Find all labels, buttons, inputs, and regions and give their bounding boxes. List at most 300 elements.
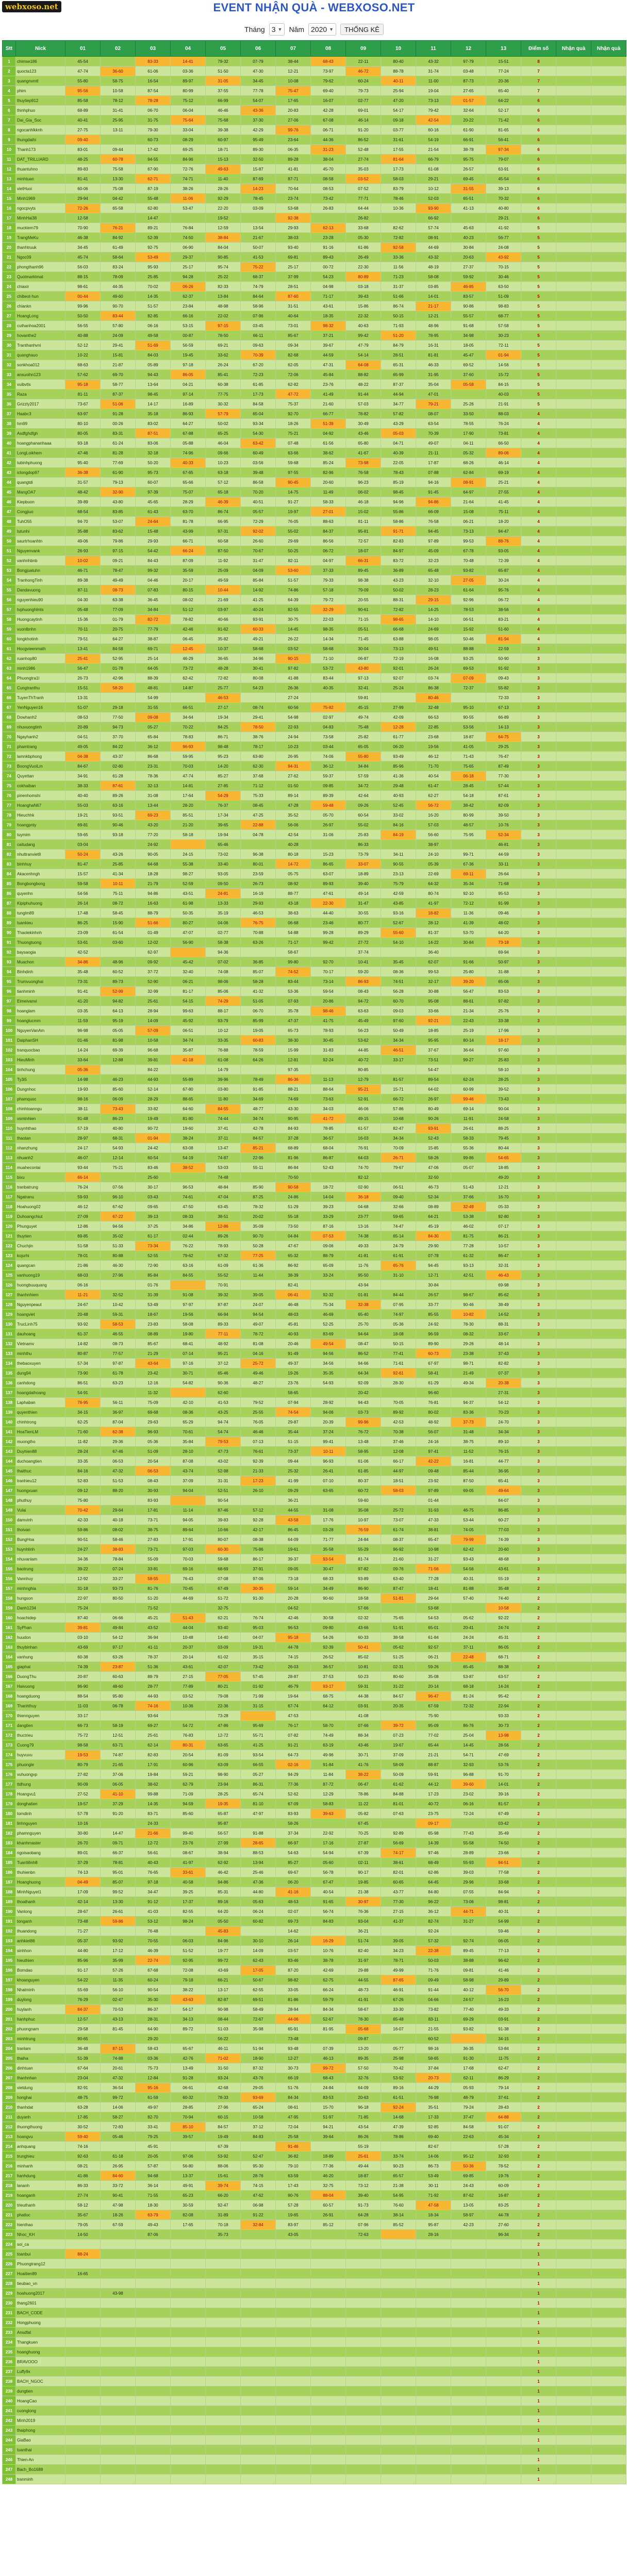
nick-cell[interactable]: huynhthao: [16, 1124, 65, 1133]
prediction-cell: [451, 2279, 486, 2289]
nick-cell[interactable]: huynhlinh: [16, 1545, 65, 1554]
nick-cell[interactable]: BungHoa: [16, 1535, 65, 1545]
nick-cell[interactable]: vuibvtls: [16, 380, 65, 389]
nick-cell[interactable]: Hongphuong: [16, 2318, 65, 2328]
nick-cell[interactable]: Ngoc09: [16, 252, 65, 262]
nick-cell[interactable]: thang2601: [16, 2298, 65, 2308]
nick-cell[interactable]: vuonlbnhn: [16, 624, 65, 634]
nick-cell[interactable]: SyPhan: [16, 1623, 65, 1633]
nick-cell[interactable]: huongxuan: [16, 1486, 65, 1496]
nick-cell[interactable]: TuhO55: [16, 517, 65, 527]
nick-cell[interactable]: hoangdaihoang: [16, 1388, 65, 1398]
nick-cell[interactable]: phuongle: [16, 1760, 65, 1770]
nick-cell[interactable]: pinenhomshi: [16, 791, 65, 801]
nick-cell[interactable]: trieuthanh: [16, 2200, 65, 2210]
prediction-cell: 58-67: [346, 2005, 381, 2014]
row-number: 69: [3, 722, 16, 732]
prediction-cell: 33-38: [486, 1016, 521, 1026]
nick-cell[interactable]: minhtuan: [16, 174, 65, 184]
nick-cell[interactable]: Hoangvu1: [16, 1789, 65, 1799]
nick-cell[interactable]: Hoanghuong: [16, 1877, 65, 1887]
nick-cell[interactable]: nguyenhieu90: [16, 595, 65, 605]
nick-cell[interactable]: Phunguyet: [16, 1222, 65, 1231]
prediction-cell: 22-94: [486, 1701, 521, 1711]
nick-cell[interactable]: khoanguyen: [16, 1975, 65, 1985]
nick-cell[interactable]: BRAVOOO: [16, 2357, 65, 2367]
nick-cell[interactable]: phim: [16, 86, 65, 96]
site-logo[interactable]: webxoso.net: [2, 1, 61, 12]
nick-cell[interactable]: caitudang: [16, 840, 65, 850]
nick-cell[interactable]: tuanthai: [16, 2445, 65, 2455]
nick-cell[interactable]: tuymim: [16, 830, 65, 840]
nick-cell[interactable]: TrangMeKu: [16, 233, 65, 243]
nick-cell[interactable]: dangtien: [16, 1721, 65, 1731]
nick-cell[interactable]: tranhieu12: [16, 1476, 65, 1486]
nick-cell[interactable]: thanhnhiem: [16, 1290, 65, 1300]
month-select[interactable]: [269, 23, 285, 36]
nick-cell[interactable]: Ngayhanh2: [16, 732, 65, 742]
prediction-cell: 16-23: [486, 1995, 521, 2005]
nick-cell[interactable]: BoongVuoiLm: [16, 761, 65, 771]
nick-cell[interactable]: YenNguyen16: [16, 703, 65, 713]
nick-cell[interactable]: hoangphananhaaa: [16, 438, 65, 448]
nick-cell[interactable]: thoathanh: [16, 1897, 65, 1907]
nick-cell[interactable]: minhthu: [16, 1349, 65, 1359]
nick-cell[interactable]: longkhotinh: [16, 634, 65, 644]
nick-cell[interactable]: quangcan: [16, 1261, 65, 1270]
prediction-cell: 63-88: [381, 634, 416, 644]
prediction-cell: 24-92: [416, 1319, 451, 1329]
prediction-cell: 88-15: [65, 272, 101, 282]
nick-cell[interactable]: Danh1234: [16, 1603, 65, 1613]
nick-cell[interactable]: Chuchjin: [16, 1241, 65, 1251]
nick-cell[interactable]: duchoangtien: [16, 1456, 65, 1466]
nick-cell[interactable]: tonganh: [16, 1917, 65, 1926]
nick-cell[interactable]: thuhienbn: [16, 1868, 65, 1877]
nick-cell[interactable]: tutunhi: [16, 527, 65, 536]
nick-cell[interactable]: bixu: [16, 1173, 65, 1182]
nick-cell[interactable]: nhuttranviet8: [16, 850, 65, 859]
nick-cell[interactable]: Haabc3: [16, 409, 65, 419]
nick-cell[interactable]: chiankn: [16, 301, 65, 311]
nick-cell[interactable]: linhnguyen: [16, 1819, 65, 1828]
prediction-cell: 89-30: [241, 145, 276, 155]
gift-cell: [556, 1486, 591, 1496]
nick-cell[interactable]: thaiphong: [16, 2426, 65, 2435]
prediction-cell: 97-34: [486, 145, 521, 155]
nick-cell[interactable]: TuanMinh8: [16, 1858, 65, 1868]
nick-cell[interactable]: quyenthien: [16, 1408, 65, 1417]
nick-cell[interactable]: Vanlong: [16, 1907, 65, 1917]
nick-cell[interactable]: HoangLong: [16, 311, 65, 321]
nick-cell[interactable]: Kiepbuon: [16, 497, 65, 507]
nick-cell[interactable]: thinhphuo: [16, 106, 65, 115]
prediction-cell: 86-92: [276, 1261, 311, 1270]
nick-cell[interactable]: quangnvmtl: [16, 76, 65, 86]
nick-cell[interactable]: HoangCao: [16, 2396, 65, 2406]
nick-cell[interactable]: hoachidep: [16, 1613, 65, 1623]
gift-cell: [556, 2357, 591, 2367]
nick-cell[interactable]: vsmtnhien: [16, 1114, 65, 1124]
nick-cell[interactable]: Asdfghdfgh: [16, 429, 65, 438]
nick-cell[interactable]: sonkhoa012: [16, 360, 65, 370]
nick-cell[interactable]: thungdaihi: [16, 135, 65, 145]
nick-cell[interactable]: ansuoihn123: [16, 370, 65, 380]
nick-cell[interactable]: muaheconlai: [16, 1163, 65, 1173]
prediction-cell: 26-64: [486, 869, 521, 879]
nick-cell[interactable]: dung94: [16, 1368, 65, 1378]
nick-cell[interactable]: thuybinhan: [16, 1642, 65, 1652]
prediction-cell: [171, 2269, 206, 2279]
nick-cell[interactable]: Dandavuong: [16, 585, 65, 595]
nick-cell[interactable]: thuongthuong: [16, 2122, 65, 2132]
nick-cell[interactable]: chimse186: [16, 57, 65, 66]
nick-cell[interactable]: Vulai: [16, 1505, 65, 1515]
nick-cell[interactable]: saurtrhoanhtn: [16, 536, 65, 546]
nick-cell[interactable]: quyenhn: [16, 889, 65, 899]
nick-cell[interactable]: iclongdop97: [16, 468, 65, 478]
nick-cell[interactable]: tunglm89: [16, 908, 65, 918]
nick-cell[interactable]: cuthanhoa2001: [16, 321, 65, 331]
prediction-cell: 24-27: [65, 1545, 101, 1554]
nick-cell[interactable]: tubinhphuong: [16, 458, 65, 468]
row-number: 223: [3, 2230, 16, 2240]
nick-cell[interactable]: thanhdat: [16, 2103, 65, 2112]
nick-cell[interactable]: Cuong79: [16, 1740, 65, 1750]
nick-cell[interactable]: hanhdung: [16, 2171, 65, 2181]
nick-cell[interactable]: hoangvu: [16, 2132, 65, 2142]
nick-cell[interactable]: Laphaban: [16, 1398, 65, 1408]
nick-cell[interactable]: Nhatminh: [16, 1985, 65, 1995]
nick-cell[interactable]: vanhuong19: [16, 1270, 65, 1280]
nick-cell[interactable]: Grizzly2017: [16, 399, 65, 409]
nick-cell[interactable]: Ngatranu: [16, 1192, 65, 1202]
nick-cell[interactable]: thuandong: [16, 1926, 65, 1936]
nick-cell[interactable]: vanhung: [16, 1652, 65, 1662]
nick-cell[interactable]: NguyenVanAm: [16, 1026, 65, 1036]
nick-cell[interactable]: phuongnam: [16, 2024, 65, 2034]
prediction-cell: [241, 2416, 276, 2426]
nick-cell[interactable]: duyanh: [16, 2112, 65, 2122]
nick-cell[interactable]: Dungnhoc: [16, 1084, 65, 1094]
nick-cell[interactable]: lananh: [16, 2181, 65, 2191]
nick-cell[interactable]: hienthao: [16, 2220, 65, 2230]
nick-cell[interactable]: vanhnhbnb: [16, 556, 65, 566]
nick-cell[interactable]: chinhtoanngu: [16, 1104, 65, 1114]
nick-cell[interactable]: huongbuuquang: [16, 1280, 65, 1290]
nick-cell[interactable]: phamtrang: [16, 742, 65, 752]
prediction-cell: 26-60: [241, 536, 276, 546]
nick-cell[interactable]: HieuMinh: [16, 1055, 65, 1065]
nick-cell[interactable]: ngoisaobang: [16, 1848, 65, 1858]
nick-cell[interactable]: BACH_NGOC: [16, 2377, 65, 2386]
nick-cell[interactable]: Thangkuen: [16, 2337, 65, 2347]
nick-cell[interactable]: anhkiet86: [16, 1936, 65, 1946]
nick-cell[interactable]: thuctrieu: [16, 1731, 65, 1740]
prediction-cell: 75-80: [65, 1496, 101, 1505]
nick-cell[interactable]: sinhhon: [16, 1946, 65, 1956]
prediction-cell: 67-45: [346, 1819, 381, 1828]
nick-cell[interactable]: thaithuc: [16, 1466, 65, 1476]
nick-cell[interactable]: giaphat: [16, 1662, 65, 1672]
gift-cell: [591, 301, 626, 311]
nick-cell[interactable]: quanghauo: [16, 350, 65, 360]
nick-cell[interactable]: thoivan: [16, 1525, 65, 1535]
nick-cell[interactable]: Minh1969: [16, 194, 65, 204]
nick-cell[interactable]: Thuongtuong: [16, 938, 65, 947]
gift-cell: [556, 1877, 591, 1887]
nick-cell[interactable]: Minh2019: [16, 2416, 65, 2426]
nick-cell[interactable]: phamnguyen: [16, 1828, 65, 1838]
prediction-cell: 07-17: [486, 1222, 521, 1231]
nick-cell[interactable]: minhnghia: [16, 1584, 65, 1594]
nick-cell[interactable]: toanbui: [16, 2249, 65, 2259]
nick-cell[interactable]: Duhoangchiut: [16, 1212, 65, 1222]
nick-cell[interactable]: thanhnhan: [16, 2073, 65, 2083]
nick-cell[interactable]: cokhaiban: [16, 781, 65, 791]
nick-cell[interactable]: canhdong: [16, 1378, 65, 1388]
nick-cell[interactable]: kojurhi: [16, 1251, 65, 1261]
nick-cell[interactable]: ruanhop80: [16, 654, 65, 664]
nick-cell[interactable]: anhquang: [16, 2142, 65, 2151]
table-row: [3, 2044, 626, 2054]
nick-cell[interactable]: tianhminh: [16, 987, 65, 996]
nick-cell[interactable]: MangOA7: [16, 487, 65, 497]
nick-cell[interactable]: Vietnamv: [16, 1339, 65, 1349]
nick-cell[interactable]: phamquoc: [16, 1094, 65, 1104]
nick-cell[interactable]: GiaBao: [16, 2435, 65, 2445]
nick-cell[interactable]: ngocpvyts: [16, 204, 65, 213]
nick-cell[interactable]: muckiem79: [16, 223, 65, 233]
nick-cell[interactable]: Nhoc_KH: [16, 2230, 65, 2240]
nick-cell[interactable]: Muachon: [16, 957, 65, 967]
gift-cell: [556, 987, 591, 996]
nick-cell[interactable]: Hoahuong02: [16, 1202, 65, 1212]
nick-cell[interactable]: Akacenhngh: [16, 869, 65, 879]
nick-cell[interactable]: minhtrung: [16, 2034, 65, 2044]
gift-cell: [556, 321, 591, 331]
nick-cell[interactable]: Hoaitien89: [16, 2269, 65, 2279]
nick-cell[interactable]: tranlam: [16, 2044, 65, 2054]
nick-cell[interactable]: quocta123: [16, 66, 65, 76]
nick-cell[interactable]: DuongThu: [16, 1672, 65, 1682]
nick-cell[interactable]: Thaolekinhnh: [16, 928, 65, 938]
stat-button[interactable]: THỐNG KÊ: [340, 24, 384, 35]
nick-cell[interactable]: Vannhuy: [16, 1574, 65, 1584]
nick-cell[interactable]: huyvuvu: [16, 1750, 65, 1760]
nick-cell[interactable]: hoangduong: [16, 1691, 65, 1701]
nick-cell[interactable]: TrucLinh75: [16, 1319, 65, 1329]
nick-cell[interactable]: MinhHai38: [16, 213, 65, 223]
nick-cell[interactable]: trunghieu: [16, 2151, 65, 2161]
nick-cell[interactable]: dungtien: [16, 2386, 65, 2396]
nick-cell[interactable]: ngocanhlkknh: [16, 125, 65, 135]
nick-cell[interactable]: Luffy9x: [16, 2367, 65, 2377]
nick-cell[interactable]: Nguyenpeaut: [16, 1300, 65, 1310]
nick-cell[interactable]: tinhchung: [16, 1065, 65, 1075]
nick-cell[interactable]: Duyhien88: [16, 1447, 65, 1456]
nick-cell[interactable]: nhuvuongtinh: [16, 722, 65, 732]
nick-cell[interactable]: HoaTienLM: [16, 1427, 65, 1437]
nick-cell[interactable]: minh1986: [16, 664, 65, 673]
nick-cell[interactable]: Tranthanhvni: [16, 341, 65, 350]
nick-cell[interactable]: tvphuonghlmls: [16, 605, 65, 615]
nick-cell[interactable]: Ty3i5: [16, 1075, 65, 1084]
nick-cell[interactable]: minhanh: [16, 2161, 65, 2171]
prediction-cell: [136, 2347, 171, 2357]
nick-cell[interactable]: honghai: [16, 2093, 65, 2103]
score-cell: 1: [521, 2396, 556, 2406]
nick-cell[interactable]: baotrung: [16, 1564, 65, 1574]
nick-cell[interactable]: huudon: [16, 1633, 65, 1642]
prediction-cell: 57-18: [311, 585, 346, 595]
nick-cell[interactable]: thanhtruuk: [16, 243, 65, 252]
nick-cell[interactable]: nhanzhung: [16, 1143, 65, 1153]
nick-cell[interactable]: Thien-An: [16, 2455, 65, 2465]
nick-cell[interactable]: chinhtrong: [16, 1417, 65, 1427]
nick-cell[interactable]: chibeot-hun: [16, 292, 65, 301]
prediction-cell: 27-05: [451, 575, 486, 585]
nick-cell[interactable]: thiennguyen: [16, 1711, 65, 1721]
nick-cell[interactable]: Raza: [16, 389, 65, 399]
nick-cell[interactable]: Bach_Bo1688: [16, 2465, 65, 2475]
nick-cell[interactable]: Bongjuatuhn: [16, 566, 65, 575]
nick-cell[interactable]: huylanh: [16, 2005, 65, 2014]
nick-cell[interactable]: hanhphuc: [16, 2014, 65, 2024]
nick-cell[interactable]: Ansdfat: [16, 2328, 65, 2337]
nick-cell[interactable]: MinhNguyet1: [16, 1887, 65, 1897]
nick-cell[interactable]: thaotan: [16, 1133, 65, 1143]
nick-cell[interactable]: Congjiuo: [16, 507, 65, 517]
nick-cell[interactable]: nhuanh2: [16, 1153, 65, 1163]
nick-cell[interactable]: ttdhung: [16, 1780, 65, 1789]
nick-cell[interactable]: Thanhthuy: [16, 1701, 65, 1711]
nick-cell[interactable]: hoanglucmm: [16, 1016, 65, 1026]
nick-cell[interactable]: Nguyenvank: [16, 546, 65, 556]
nick-cell[interactable]: thuantuhno: [16, 164, 65, 174]
nick-cell[interactable]: hoangviet: [16, 1310, 65, 1319]
nick-cell[interactable]: hoanglam: [16, 1006, 65, 1016]
nick-cell[interactable]: damvinh: [16, 1515, 65, 1525]
nick-cell[interactable]: baysaogia: [16, 947, 65, 957]
nick-cell[interactable]: tieubao_vn: [16, 2279, 65, 2289]
nick-cell[interactable]: thuytiep912: [16, 96, 65, 106]
nick-cell[interactable]: Trumvuonghai: [16, 977, 65, 987]
nick-cell[interactable]: binhhuy: [16, 859, 65, 869]
nick-cell[interactable]: tranbatrung: [16, 1182, 65, 1192]
prediction-cell: [136, 2377, 171, 2386]
nick-cell[interactable]: hungson: [16, 1594, 65, 1603]
nick-cell[interactable]: thuytien: [16, 1231, 65, 1241]
nick-cell[interactable]: Quyettan: [16, 771, 65, 781]
nick-cell[interactable]: phuthuy: [16, 1496, 65, 1505]
nick-cell[interactable]: Cungtranthu: [16, 683, 65, 693]
nick-cell[interactable]: lamnkbphong: [16, 752, 65, 761]
nick-cell[interactable]: duylong: [16, 1995, 65, 2005]
prediction-cell: 52-34: [486, 830, 521, 840]
nick-cell[interactable]: Haivuong: [16, 1682, 65, 1691]
nick-cell[interactable]: Hocgvieenmath: [16, 644, 65, 654]
nick-cell[interactable]: Binhdinh: [16, 967, 65, 977]
prediction-cell: [101, 57, 136, 66]
nick-cell[interactable]: tomdinh: [16, 1809, 65, 1819]
nick-cell[interactable]: tranminh: [16, 2475, 65, 2484]
nick-cell[interactable]: cuonglong: [16, 2406, 65, 2416]
nick-cell[interactable]: Dowhanh2: [16, 713, 65, 722]
gift-cell: [556, 2122, 591, 2132]
prediction-cell: 04-68: [346, 1202, 381, 1212]
prediction-cell: 09-12: [65, 1486, 101, 1496]
nick-cell[interactable]: HoanghaN67: [16, 801, 65, 810]
nick-cell[interactable]: donghatien: [16, 1799, 65, 1809]
nick-cell[interactable]: Kipiphuhuong: [16, 899, 65, 908]
nick-cell[interactable]: quangtdi: [16, 478, 65, 487]
nick-cell[interactable]: vuhuongvp: [16, 1770, 65, 1780]
nick-cell[interactable]: Bongbongbong: [16, 879, 65, 889]
nick-cell[interactable]: muongtho: [16, 1437, 65, 1447]
nick-cell[interactable]: Eimeivanvi: [16, 996, 65, 1006]
gift-cell: [556, 429, 591, 438]
prediction-cell: 65-74: [241, 1789, 276, 1799]
prediction-cell: 08-53: [311, 184, 346, 194]
nick-cell[interactable]: dauhoang: [16, 1329, 65, 1339]
nick-cell[interactable]: BACH_CODE: [16, 2308, 65, 2318]
table-row: [3, 1114, 626, 1124]
nick-cell[interactable]: Huongcaytinh: [16, 615, 65, 624]
nick-cell[interactable]: hm99: [16, 419, 65, 429]
nick-cell[interactable]: tranquocbao: [16, 1045, 65, 1055]
nick-cell[interactable]: soi_ca: [16, 2240, 65, 2249]
nick-cell[interactable]: Phuongtra1l: [16, 673, 65, 683]
nick-cell[interactable]: phatloc: [16, 2210, 65, 2220]
nick-cell[interactable]: chiaxir: [16, 282, 65, 292]
nick-cell[interactable]: phongthanh96: [16, 262, 65, 272]
nick-cell[interactable]: hieuthien: [16, 1956, 65, 1965]
nick-cell[interactable]: thebaoxuyen: [16, 1359, 65, 1368]
prediction-cell: 95-76: [486, 585, 521, 595]
prediction-cell: 84-44: [381, 1290, 416, 1300]
nick-cell[interactable]: nhuvanlam: [16, 1554, 65, 1564]
nick-cell[interactable]: TranhongTinh: [16, 575, 65, 585]
column-header: 05: [206, 41, 241, 57]
nick-cell[interactable]: thaiha: [16, 2054, 65, 2063]
nick-cell[interactable]: Dai_Gia_Soc: [16, 115, 65, 125]
nick-cell[interactable]: Thanh173: [16, 145, 65, 155]
nick-cell[interactable]: hovanthe2: [16, 331, 65, 341]
nick-cell[interactable]: dinhtuan: [16, 2063, 65, 2073]
nick-cell[interactable]: hoahuong2017: [16, 2289, 65, 2298]
nick-cell[interactable]: Quotmarktmat: [16, 272, 65, 282]
nick-cell[interactable]: Bomdao: [16, 1965, 65, 1975]
nick-cell[interactable]: Phuongtrang12: [16, 2259, 65, 2269]
nick-cell[interactable]: Hieuchhk: [16, 810, 65, 820]
year-select[interactable]: [308, 23, 336, 36]
nick-cell[interactable]: khanhmaster: [16, 1838, 65, 1848]
nick-cell[interactable]: vietdung: [16, 2083, 65, 2093]
nick-cell[interactable]: DaiphanSH: [16, 1036, 65, 1045]
nick-cell[interactable]: TuyenThTranh: [16, 693, 65, 703]
nick-cell[interactable]: hoangpnty: [16, 820, 65, 830]
nick-cell[interactable]: DAT_TRILLIARD: [16, 155, 65, 164]
nick-cell[interactable]: hoanganh: [16, 2191, 65, 2200]
prediction-cell: 28-45: [451, 781, 486, 791]
nick-cell[interactable]: vietHuoi: [16, 184, 65, 194]
gift-cell: [591, 1789, 626, 1799]
nick-cell[interactable]: hoanghuong: [16, 2347, 65, 2357]
nick-cell[interactable]: tuankieu: [16, 918, 65, 928]
nick-cell[interactable]: LongLoikhem: [16, 448, 65, 458]
prediction-cell: 04-09: [241, 566, 276, 575]
